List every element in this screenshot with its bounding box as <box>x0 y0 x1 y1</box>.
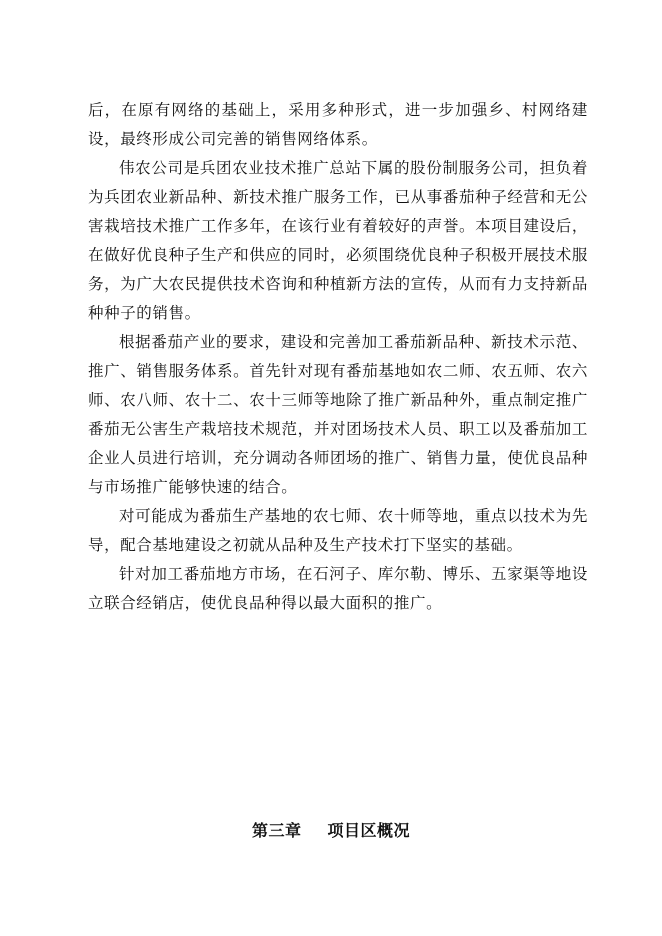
paragraph-tomato-industry: 根据番茄产业的要求，建设和完善加工番茄新品种、新技术示范、推广、销售服务体系。首先针对现有番茄基地如农二师、农五师、农六师、农八师、农十二、农十三师等地除了推广新品种外，重点制定推广番茄无公害生产栽培技术规范，并对团场技术人员、职工以及番茄加工企业人员进行培训，充分调动各师团场的推广、销售力量，使优良品种与市场推广能够快速的结合。 <box>88 333 588 496</box>
paragraph-local-market: 针对加工番茄地方市场，在石河子、库尔勒、博乐、五家渠等地设立联合经销店，使优良品种得以最大面积的推广。 <box>88 565 588 612</box>
document-body <box>88 96 588 618</box>
paragraph-potential-bases: 对可能成为番茄生产基地的农七师、农十师等地，重点以技术为先导，配合基地建设之初就从品种及生产技术打下坚实的基础。 <box>88 507 588 554</box>
paragraph-continued: 后，在原有网络的基础上，采用多种形式，进一步加强乡、村网络建设，最终形成公司完善的销售网络体系。 <box>88 101 588 148</box>
chapter-heading <box>0 818 662 841</box>
chapter-title: 项目区概况 <box>327 821 411 840</box>
chapter-number: 第三章 <box>251 821 302 840</box>
paragraph-weinong-company: 伟农公司是兵团农业技术推广总站下属的股份制服务公司，担负着为兵团农业新品种、新技术推广服务工作，已从事番茄种子经营和无公害栽培技术推广工作多年，在该行业有着较好的声誉。本项目建设后，在做好优良种子生产和供应的同时，必须围绕优良种子积极开展技术服务，为广大农民提供技术咨询和种植新方法的宣传，从而有力支持新品种种子的销售。 <box>88 159 588 322</box>
